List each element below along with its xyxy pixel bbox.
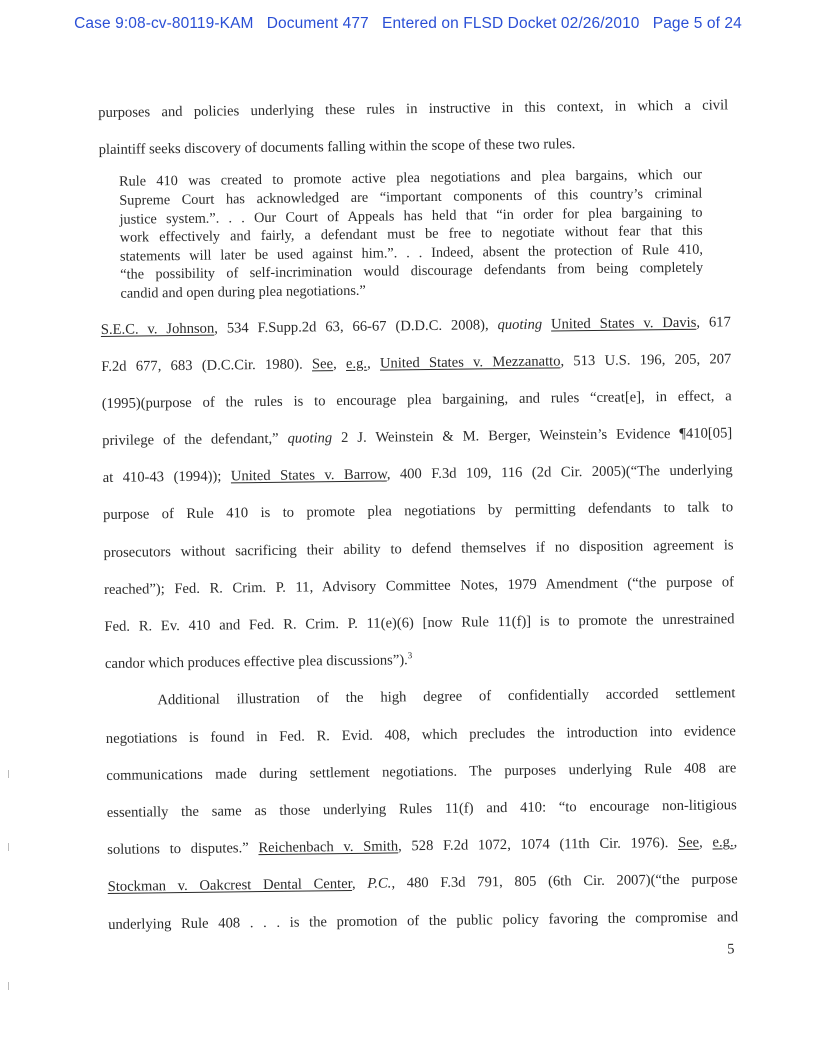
text-run: , <box>366 355 381 372</box>
text-line: essentially the same as those underlying Rules 11(f) and 410: “to encourage non-litigious <box>106 797 737 821</box>
scan-margin-mark <box>8 843 9 851</box>
text-run: solutions to disputes.” <box>107 840 259 859</box>
text-line: purpose of Rule 410 is to promote plea negotiations by permitting defendants to talk to <box>103 499 734 524</box>
text-run: , <box>699 834 713 851</box>
signal-see: See <box>677 834 700 852</box>
text-run: , 400 F.3d 109, 116 (2d Cir. 2005)(“The underlying <box>386 462 733 483</box>
signal-italic: quoting <box>497 316 543 333</box>
header-entered-date: Entered on FLSD Docket 02/26/2010 <box>382 15 640 32</box>
text-line: Fed. R. Ev. 410 and Fed. R. Crim. P. 11(e)(6) [now Rule 11(f)] is to promote the unrestrained <box>104 611 735 635</box>
quote-line: candid and open during plea negotiations.” <box>120 282 366 302</box>
text-line: (1995)(purpose of the rules is to encourage plea bargaining, and rules “creat[e], in effect, a <box>101 388 732 412</box>
text-run: at 410-43 (1994)); <box>102 468 231 487</box>
block-quote <box>119 166 704 303</box>
quote-line: “the possibility of self-incrimination would discourage defendants from being completely <box>120 259 704 284</box>
text-run: , 534 F.Supp.2d 63, 66-67 (D.D.C. 2008), <box>214 316 498 337</box>
quote-line: Supreme Court has acknowledged are “important components of this country’s criminal <box>119 185 703 209</box>
signal-see: See <box>311 355 334 373</box>
text-run: , 513 U.S. 196, 205, 207 <box>560 351 732 370</box>
paragraph-2 <box>101 304 735 684</box>
scan-margin-mark <box>8 770 9 778</box>
case-citation: United States v. Davis <box>550 314 697 333</box>
text-line: Additional illustration of the high degree of confidentially accorded settlement <box>157 685 736 709</box>
text-run: , <box>351 876 368 893</box>
text-line: communications made during settlement negotiations. The purposes underlying Rule 408 are <box>106 760 737 784</box>
text-run: , 617 <box>696 313 731 331</box>
quote-line: Rule 410 was created to promote active plea negotiations and plea bargains, which our <box>118 167 703 191</box>
text-line: prosecutors without sacrificing their ability to defend themselves if no disposition agreement is <box>103 536 734 561</box>
text-line: purposes and policies underlying these rules in instructive in this context, in which a civil <box>98 97 729 121</box>
quote-line: justice system.”. . . Our Court of Appeals has held that “in order for plea bargaining to <box>119 204 703 228</box>
paragraph-1 <box>98 87 729 169</box>
quote-line: work effectively and fairly, a defendant must be free to negotiate without fear that this <box>119 222 703 246</box>
text-line: negotiations is found in Fed. R. Evid. 408, which precludes the introduction into evidence <box>105 722 736 747</box>
text-run: privilege of the defendant,” <box>102 430 288 450</box>
footnote-reference[interactable]: 3 <box>407 650 413 661</box>
text-line: underlying Rule 408 . . . is the promotion of the public policy favoring the compromise and <box>108 908 739 933</box>
header-document-number: Document 477 <box>266 15 369 32</box>
text-line: reached”); Fed. R. Crim. P. 11, Advisory Committee Notes, 1979 Amendment (“the purpose of <box>103 574 735 598</box>
text-run: candor which produces effective plea discussions”). <box>104 652 408 673</box>
case-citation: Stockman v. Oakcrest Dental Center <box>107 876 353 896</box>
text-run: , 528 F.2d 1072, 1074 (11th Cir. 1976). <box>397 835 679 855</box>
text-run: 2 J. Weinstein & M. Berger, Weinstein’s Evidence ¶410[05] <box>332 425 733 447</box>
scan-margin-mark <box>8 982 9 990</box>
docket-header <box>0 15 816 33</box>
case-citation: S.E.C. v. Johnson <box>100 320 215 338</box>
document-page <box>98 87 739 965</box>
quote-line: statements will later be used against him.”. . . Indeed, absent the protection of Rule 410, <box>119 241 704 265</box>
text-run: , <box>332 355 347 372</box>
signal-eg: e.g. <box>345 355 368 372</box>
signal-italic: quoting <box>287 430 333 447</box>
case-citation: United States v. Barrow <box>230 466 387 485</box>
header-case-number: Case 9:08-cv-80119-KAM <box>74 15 254 32</box>
header-page-count: Page 5 of 24 <box>652 15 742 32</box>
text-run: F.2d 677, 683 (D.C.Cir. 1980). <box>101 356 313 375</box>
entity-italic: P.C. <box>367 875 392 893</box>
text-line: plaintiff seeks discovery of documents falling within the scope of these two rules. <box>98 136 576 159</box>
text-run: , 480 F.3d 791, 805 (6th Cir. 2007)(“the purpose <box>391 871 738 892</box>
page-number: 5 <box>727 941 735 958</box>
paragraph-3 <box>105 676 738 944</box>
case-citation: United States v. Mezzanatto <box>379 353 561 372</box>
text-run: , <box>733 834 738 851</box>
case-citation: Reichenbach v. Smith <box>258 838 399 857</box>
signal-eg: e.g. <box>712 834 734 851</box>
